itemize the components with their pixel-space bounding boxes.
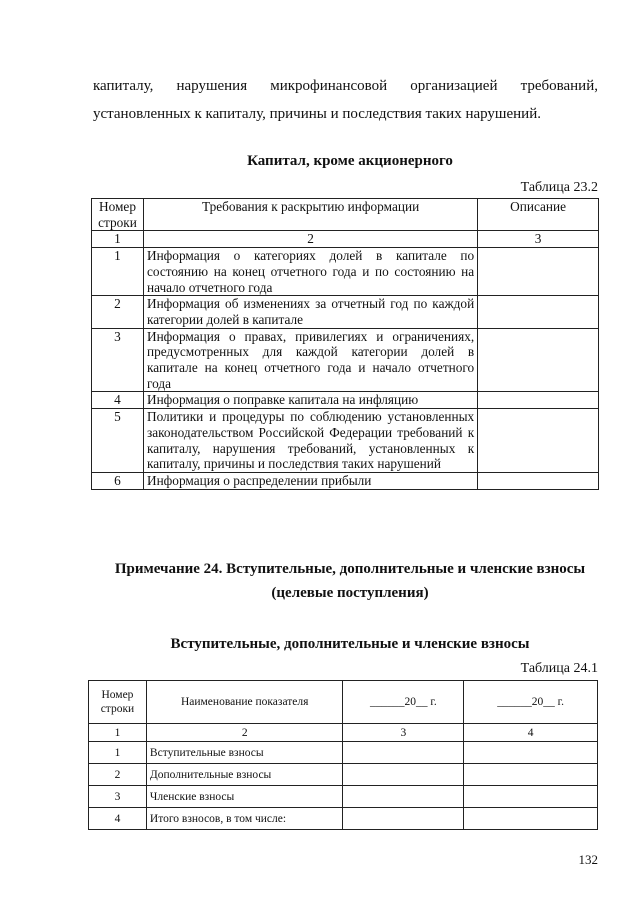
row-number: 4: [89, 808, 147, 830]
row-value: [464, 808, 598, 830]
row-requirement: Информация о правах, привилегиях и ограничениях, предусмотренных для каждой категории долей в капитале на конец отчетного года и начало отчетного года: [143, 328, 477, 392]
row-number: 3: [89, 786, 147, 808]
row-description: [478, 296, 599, 328]
row-requirement: Информация о категориях долей в капитале по состоянию на конец отчетного года и по состоянию на начало отчетного года: [143, 248, 477, 296]
col-number: 1: [92, 231, 144, 248]
row-indicator: Итого взносов, в том числе:: [146, 808, 343, 830]
row-value: [343, 764, 464, 786]
table-row: [92, 248, 599, 296]
col-number: 4: [464, 724, 598, 742]
table-caption-24-1: Таблица 24.1: [520, 661, 598, 676]
row-number: 2: [92, 296, 144, 328]
row-value: [464, 786, 598, 808]
section-title-contributions: Вступительные, дополнительные и членские взносы: [170, 636, 530, 652]
row-number: 3: [92, 328, 144, 392]
note-24-title-line-2: (целевые поступления): [271, 585, 429, 601]
row-requirement: Информация о распределении прибыли: [143, 472, 477, 489]
row-indicator: Дополнительные взносы: [146, 764, 343, 786]
table-row: [92, 392, 599, 409]
table-caption-23-2: Таблица 23.2: [520, 180, 598, 195]
header-row-number: Номер строки: [92, 199, 144, 231]
row-description: [478, 328, 599, 392]
capital-disclosure-table: [91, 198, 599, 490]
col-number: 3: [343, 724, 464, 742]
section-title-capital: Капитал, кроме акционерного: [247, 153, 453, 169]
intro-paragraph: [93, 72, 598, 128]
col-number: 2: [146, 724, 343, 742]
column-number-row: [89, 724, 598, 742]
table-row: [92, 409, 599, 473]
row-description: [478, 409, 599, 473]
row-description: [478, 392, 599, 409]
row-value: [343, 742, 464, 764]
row-number: 4: [92, 392, 144, 409]
row-indicator: Членские взносы: [146, 786, 343, 808]
col-number: 1: [89, 724, 147, 742]
row-requirement: Информация об изменениях за отчетный год по каждой категории долей в капитале: [143, 296, 477, 328]
row-number: 6: [92, 472, 144, 489]
header-description: Описание: [478, 199, 599, 231]
row-number: 5: [92, 409, 144, 473]
row-value: [343, 808, 464, 830]
table-row: [89, 742, 598, 764]
row-number: 1: [89, 742, 147, 764]
header-indicator-name: Наименование показателя: [146, 681, 343, 724]
table-row: [89, 808, 598, 830]
row-number: 2: [89, 764, 147, 786]
row-value: [464, 764, 598, 786]
intro-line-1: капиталу, нарушения микрофинансовой организацией требований,: [93, 78, 598, 94]
table-row: [92, 328, 599, 392]
col-number: 2: [143, 231, 477, 248]
table-row: [89, 764, 598, 786]
contributions-table: [88, 680, 598, 830]
table-row: [92, 472, 599, 489]
column-number-row: [92, 231, 599, 248]
row-number: 1: [92, 248, 144, 296]
row-value: [464, 742, 598, 764]
row-value: [343, 786, 464, 808]
intro-line-2: установленных к капиталу, причины и последствия таких нарушений.: [93, 106, 541, 122]
table-header-row: [89, 681, 598, 724]
col-number: 3: [478, 231, 599, 248]
header-row-number: Номер строки: [89, 681, 147, 724]
header-year-2: ______20__ г.: [464, 681, 598, 724]
row-indicator: Вступительные взносы: [146, 742, 343, 764]
row-description: [478, 248, 599, 296]
row-requirement: Информация о поправке капитала на инфляцию: [143, 392, 477, 409]
note-24-title-line-1: Примечание 24. Вступительные, дополнительные и членские взносы: [114, 561, 586, 577]
page-number: 132: [578, 852, 598, 867]
row-description: [478, 472, 599, 489]
table-row: [89, 786, 598, 808]
header-year-1: ______20__ г.: [343, 681, 464, 724]
header-requirements: Требования к раскрытию информации: [143, 199, 477, 231]
table-header-row: [92, 199, 599, 231]
table-row: [92, 296, 599, 328]
row-requirement: Политики и процедуры по соблюдению установленных законодательством Российской Федерации требований к капиталу, нарушения требований, установленных к капиталу, причины и последствия таких нарушений: [143, 409, 477, 473]
